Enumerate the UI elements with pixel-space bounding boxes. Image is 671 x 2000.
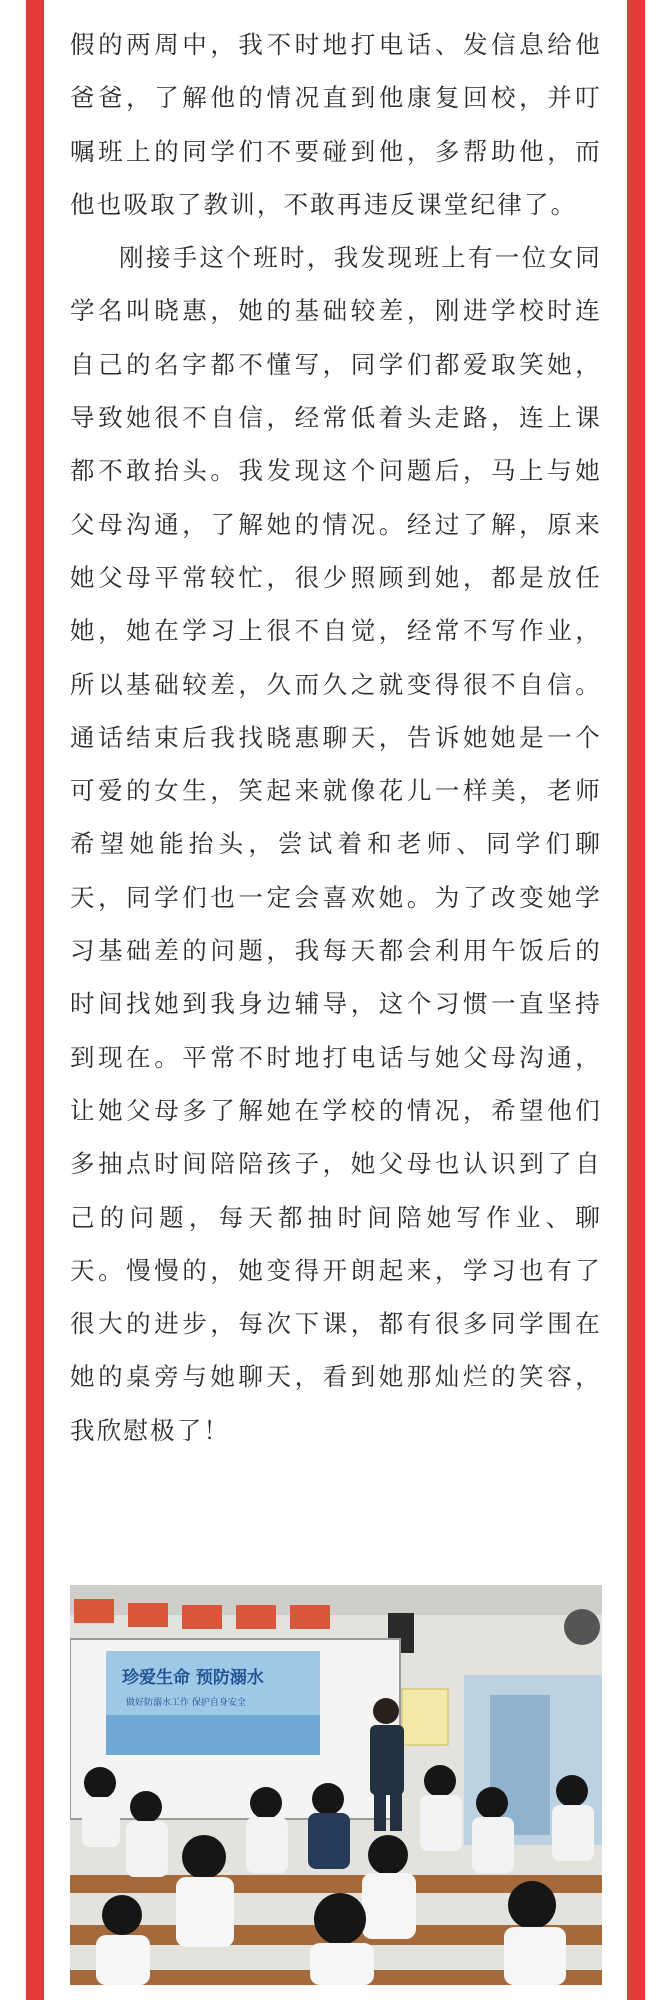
article-body	[70, 18, 602, 1457]
slide-title: 珍爱生命 预防溺水	[122, 1668, 264, 1688]
classroom-photo	[70, 1585, 602, 1985]
slide-subtitle: 做好防溺水工作 保护自身安全	[126, 1698, 246, 1708]
article-paragraph: 假的两周中，我不时地打电话、发信息给他爸爸，了解他的情况直到他康复回校，并叮嘱班上的同学们不要碰到他，多帮助他，而他也吸取了教训，不敢再违反课堂纪律了。	[70, 30, 602, 219]
article-paragraph: 刚接手这个班时，我发现班上有一位女同学名叫晓惠，她的基础较差，刚进学校时连自己的名字都不懂写，同学们都爱取笑她，导致她很不自信，经常低着头走路，连上课都不敢抬头。我发现这个问题后，马上与她父母沟通，了解她的情况。经过了解，原来她父母平常较忙，很少照顾到她，都是放任她，她在学习上很不自觉，经常不写作业，所以基础较差，久而久之就变得很不自信。通话结束后我找晓惠聊天，告诉她她是一个可爱的女生，笑起来就像花儿一样美，老师希望她能抬头，尝试着和老师、同学们聊天，同学们也一定会喜欢她。为了改变她学习基础差的问题，我每天都会利用午饭后的时间找她到我身边辅导，这个习惯一直坚持到现在。平常不时地打电话与她父母沟通，让她父母多了解她在学校的情况，希望他们多抽点时间陪陪孩子，她父母也认识到了自己的问题，每天都抽时间陪她写作业、聊天。慢慢的，她变得开朗起来，学习也有了很大的进步，每次下课，都有很多同学围在她的桌旁与她聊天，看到她那灿烂的笑容，我欣慰极了！	[70, 243, 602, 1445]
left-red-border	[26, 0, 44, 2000]
right-red-border	[627, 0, 645, 2000]
projected-slide	[122, 1667, 264, 1708]
